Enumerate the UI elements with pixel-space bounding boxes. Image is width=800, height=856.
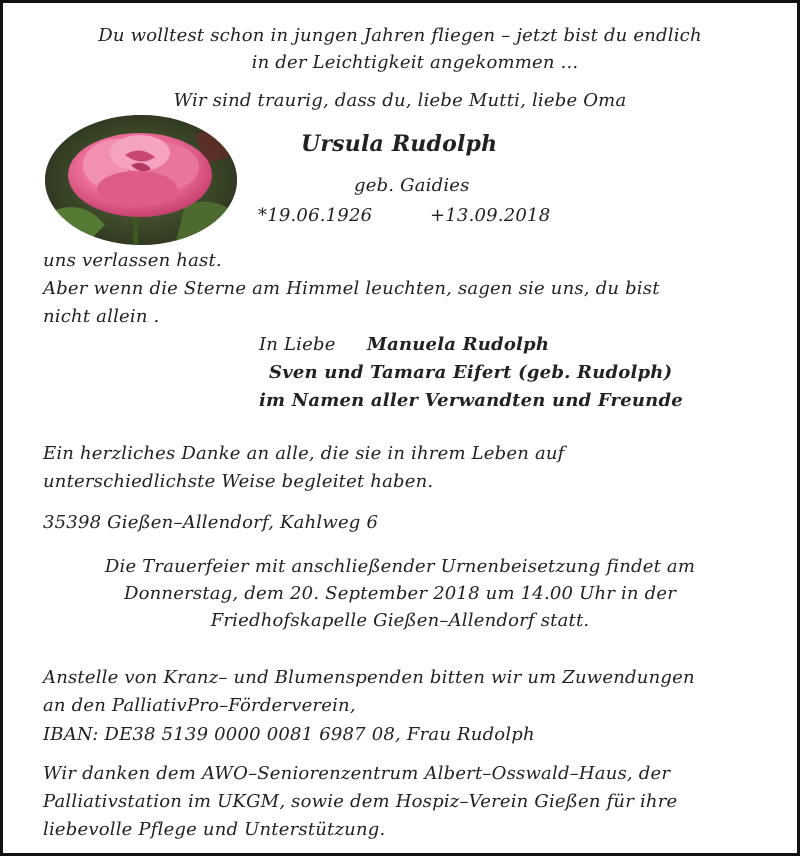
mourners-prefix: In Liebe [259, 334, 336, 355]
ceremony-line-3: Friedhofskapelle Gießen–Allendorf statt. [210, 610, 590, 631]
message-line-3: nicht allein . [43, 306, 160, 327]
intro-line-2: in der Leichtigkeit angekommen ... [251, 52, 579, 73]
message-line-2: Aber wenn die Sterne am Himmel leuchten, sagen sie uns, du bist [43, 278, 660, 299]
birth-name: geb. Gaidies [354, 175, 470, 196]
mourner-1: Manuela Rudolph [367, 334, 550, 355]
final-thanks-line-2: Palliativstation im UKGM, sowie dem Hospiz–Verein Gießen für ihre [43, 791, 678, 812]
rose-photo [45, 115, 237, 245]
birth-date: *19.06.1926 [258, 205, 373, 226]
intro-line-3: Wir sind traurig, dass du, liebe Mutti, liebe Oma [173, 90, 627, 111]
message-line-1: uns verlassen hast. [43, 250, 222, 271]
donation-line-2: an den PalliativPro–Förderverein, [43, 695, 356, 716]
final-thanks-line-3: liebevolle Pflege und Unterstützung. [43, 819, 386, 840]
thanks-line-2: unterschiedlichste Weise begleitet haben. [43, 471, 434, 492]
ceremony-line-1: Die Trauerfeier mit anschließender Urnenbeisetzung findet am [104, 556, 696, 577]
donation-iban: IBAN: DE38 5139 0000 0081 6987 08, Frau Rudolph [43, 724, 535, 745]
address: 35398 Gießen–Allendorf, Kahlweg 6 [43, 512, 379, 533]
donation-line-1: Anstelle von Kranz– und Blumenspenden bitten wir um Zuwendungen [43, 667, 695, 688]
mourner-3: im Namen aller Verwandten und Freunde [259, 390, 683, 411]
final-thanks-line-1: Wir danken dem AWO–Seniorenzentrum Albert–Osswald–Haus, der [43, 763, 671, 784]
rose-icon [45, 115, 237, 245]
ceremony-line-2: Donnerstag, dem 20. September 2018 um 14.00 Uhr in der [123, 583, 677, 604]
intro-line-1: Du wolltest schon in jungen Jahren fliegen – jetzt bist du endlich [98, 25, 702, 46]
mourner-2: Sven und Tamara Eifert (geb. Rudolph) [269, 362, 673, 383]
death-date: +13.09.2018 [430, 205, 551, 226]
thanks-line-1: Ein herzliches Danke an alle, die sie in ihrem Leben auf [43, 443, 565, 464]
deceased-name: Ursula Rudolph [301, 131, 498, 157]
